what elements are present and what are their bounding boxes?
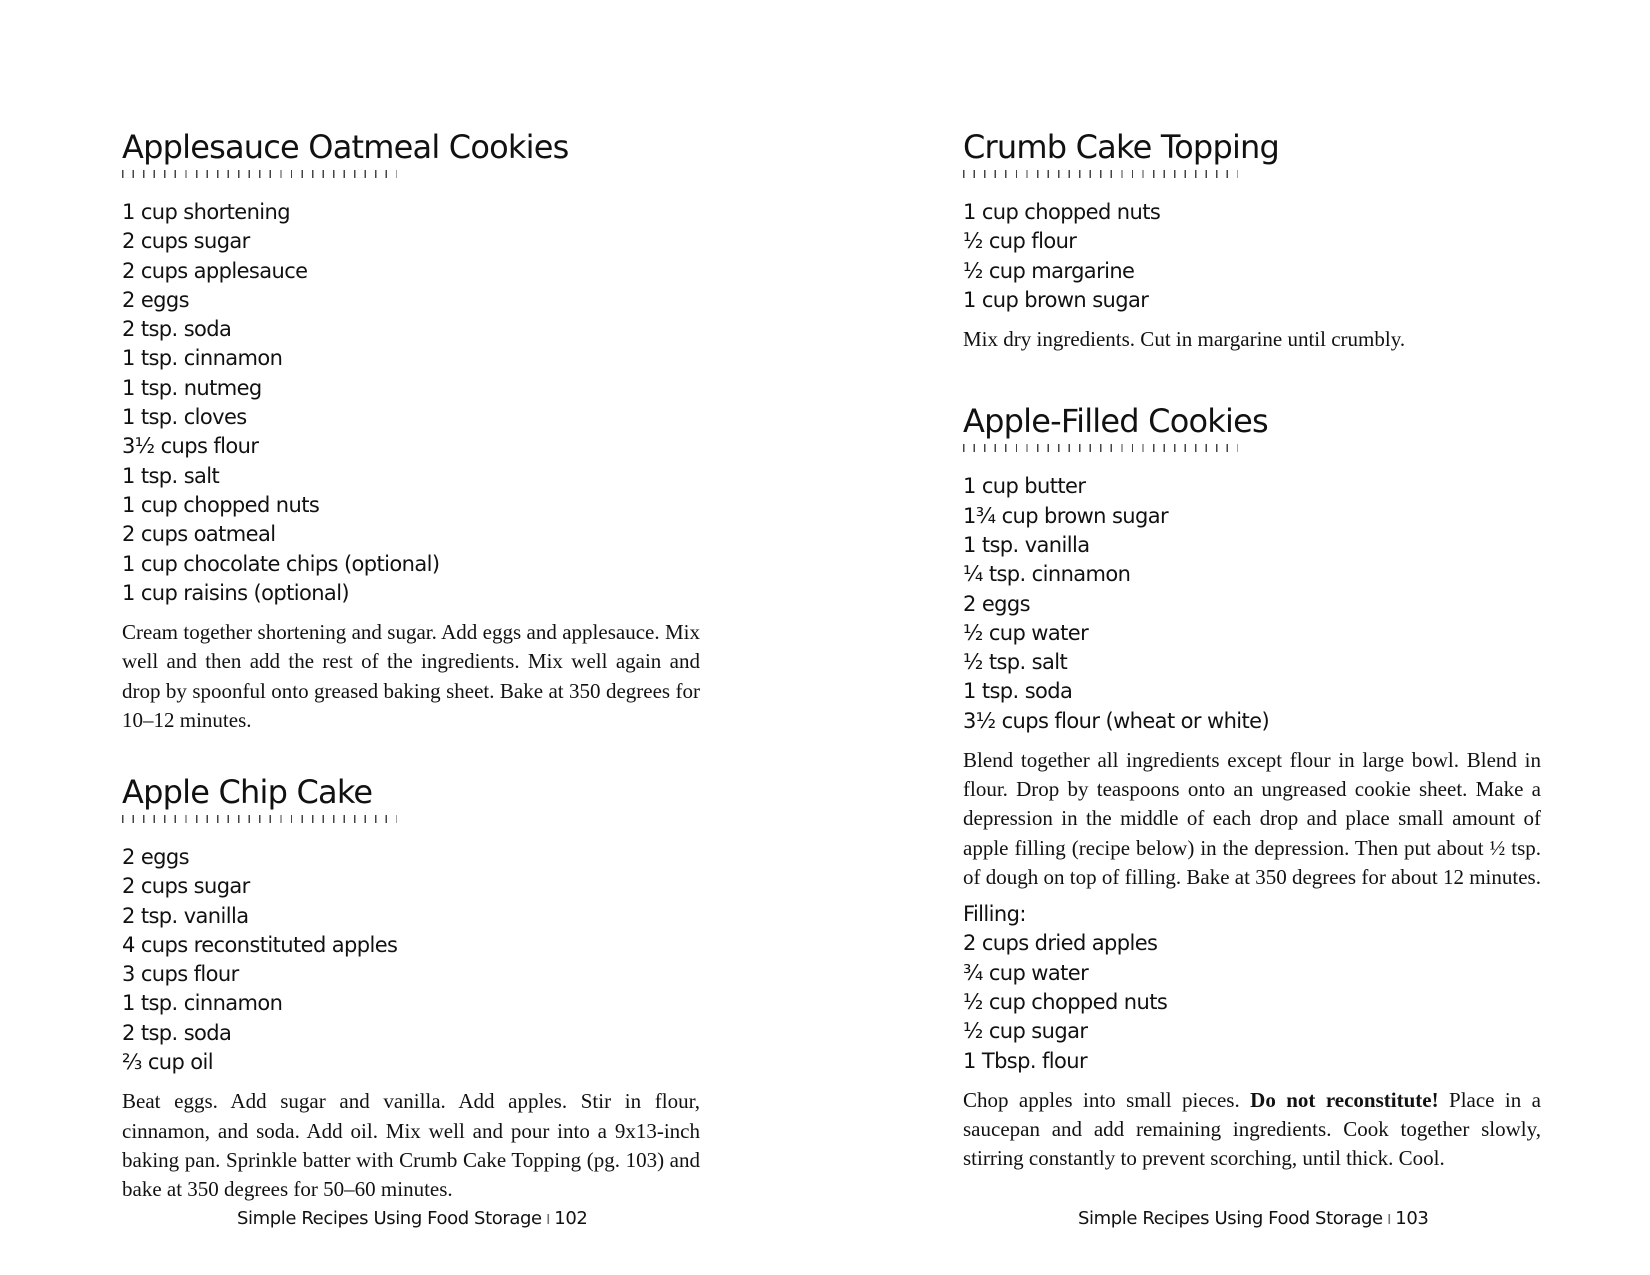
ingredient-item: ½ tsp. salt: [963, 650, 1068, 675]
right-page: [825, 0, 1650, 1275]
recipe-applesauce-oatmeal-cookies: [122, 128, 700, 735]
ingredient-item: 2 cups sugar: [122, 229, 250, 254]
ingredient-item: 1 tsp. cinnamon: [122, 991, 283, 1016]
ingredient-item: ½ cup sugar: [963, 1019, 1088, 1044]
title-dotted-rule: [963, 444, 1238, 452]
ingredient-list: [122, 843, 700, 1077]
ingredient-item: 1 cup butter: [963, 474, 1086, 499]
ingredient-item: 2 eggs: [122, 287, 189, 312]
ingredient-item: 1 tsp. nutmeg: [122, 375, 262, 400]
ingredient-item: 1 tsp. vanilla: [963, 532, 1090, 557]
filling-instructions: [963, 1086, 1541, 1174]
footer-separator: ı: [545, 1208, 551, 1229]
ingredient-item: 2 cups applesauce: [122, 258, 308, 283]
footer-page-number: 102: [554, 1208, 588, 1229]
recipe-instructions: Beat eggs. Add sugar and vanilla. Add apples. Stir in flour, cinnamon, and soda. Add oil. Mix well and pour into a 9x13-inch baking pan. Sprinkle batter with Crumb Cake Topping (pg. 103) and bake at 350 degrees for 50–60 minutes.: [122, 1089, 700, 1201]
title-dotted-rule: [963, 170, 1238, 178]
ingredient-item: ½ cup chopped nuts: [963, 989, 1168, 1014]
recipe-instructions: Mix dry ingredients. Cut in margarine until crumbly.: [963, 327, 1406, 352]
ingredient-item: 2 cups dried apples: [963, 931, 1158, 956]
ingredient-list: [963, 198, 1541, 315]
ingredient-item: 2 tsp. soda: [122, 1020, 232, 1045]
filling-label: Filling:: [963, 902, 1026, 927]
ingredient-item: ⅔ cup oil: [122, 1050, 214, 1075]
ingredient-item: ¼ tsp. cinnamon: [963, 562, 1131, 587]
ingredient-item: 1 cup raisins (optional): [122, 580, 350, 605]
ingredient-item: 2 eggs: [963, 591, 1030, 616]
ingredient-item: ½ cup flour: [963, 229, 1077, 254]
filling-ingredient-list: [963, 929, 1541, 1075]
right-column: [963, 128, 1541, 1173]
recipe-apple-filled-cookies: [963, 402, 1541, 1173]
ingredient-item: 2 eggs: [122, 844, 189, 869]
ingredient-item: 1 tsp. cloves: [122, 405, 247, 430]
ingredient-item: 1 tsp. soda: [963, 679, 1073, 704]
filling-instructions-start: Chop apples into small pieces.: [963, 1087, 1240, 1112]
ingredient-item: 1 tsp. cinnamon: [122, 346, 283, 371]
ingredient-item: 3 cups flour: [122, 962, 239, 987]
ingredient-list: [963, 472, 1541, 736]
ingredient-item: 1 cup shortening: [122, 200, 290, 224]
ingredient-item: 1 cup chopped nuts: [122, 492, 320, 517]
footer-book-title: Simple Recipes Using Food Storage: [1078, 1208, 1383, 1229]
ingredient-item: 2 tsp. vanilla: [122, 903, 249, 928]
footer-separator: ı: [1386, 1208, 1392, 1229]
ingredient-item: 2 cups oatmeal: [122, 522, 276, 547]
recipe-instructions: Cream together shortening and sugar. Add eggs and applesauce. Mix well and then add the rest of the ingredients. Mix well again and drop by spoonful onto greased baking sheet. Bake at 350 degrees for 10–12 minutes.: [122, 620, 700, 732]
ingredient-item: 1 cup brown sugar: [963, 287, 1149, 312]
ingredient-item: ½ cup margarine: [963, 258, 1135, 283]
ingredient-item: 3½ cups flour (wheat or white): [963, 708, 1270, 733]
ingredient-item: ¾ cup water: [963, 960, 1089, 985]
left-column: [122, 128, 700, 1204]
ingredient-item: 2 cups sugar: [122, 874, 250, 899]
recipe-instructions: Blend together all ingredients except flour in large bowl. Blend in flour. Drop by teaspoons onto an ungreased cookie sheet. Make a depression in the middle of each drop and place small amount of apple filling (recipe below) in the depression. Then put about ½ tsp. of dough on top of filling. Bake at 350 degrees for about 12 minutes.: [963, 748, 1541, 889]
ingredient-item: 4 cups reconstituted apples: [122, 932, 398, 957]
recipe-title: Applesauce Oatmeal Cookies: [122, 128, 569, 166]
ingredient-item: ½ cup water: [963, 620, 1089, 645]
ingredient-list: [122, 198, 700, 608]
title-dotted-rule: [122, 815, 397, 823]
filling-instructions-end: Place in a saucepan and add remaining ingredients. Cook together slowly, stirring constantly to prevent scorching, until thick. Cool.: [963, 1087, 1541, 1171]
recipe-title: Crumb Cake Topping: [963, 128, 1280, 166]
ingredient-item: 1 cup chocolate chips (optional): [122, 551, 440, 576]
ingredient-item: 2 tsp. soda: [122, 317, 232, 342]
recipe-apple-chip-cake: [122, 773, 700, 1204]
recipe-title: Apple Chip Cake: [122, 772, 373, 811]
footer-book-title: Simple Recipes Using Food Storage: [237, 1208, 542, 1229]
page-footer: [1078, 1208, 1428, 1229]
footer-page-number: 103: [1395, 1208, 1429, 1229]
recipe-title: Apple-Filled Cookies: [963, 402, 1268, 441]
ingredient-item: 1 cup chopped nuts: [963, 200, 1161, 224]
filling-instructions-warning: Do not reconstitute!: [1250, 1087, 1439, 1112]
section-spacer: [963, 354, 1541, 402]
ingredient-item: 1 Tbsp. flour: [963, 1048, 1088, 1073]
ingredient-item: 1¾ cup brown sugar: [963, 503, 1169, 528]
recipe-crumb-cake-topping: [963, 128, 1541, 354]
page-footer: [237, 1208, 587, 1229]
section-spacer: [122, 735, 700, 773]
ingredient-item: 3½ cups flour: [122, 434, 259, 459]
title-dotted-rule: [122, 170, 397, 178]
ingredient-item: 1 tsp. salt: [122, 463, 220, 488]
